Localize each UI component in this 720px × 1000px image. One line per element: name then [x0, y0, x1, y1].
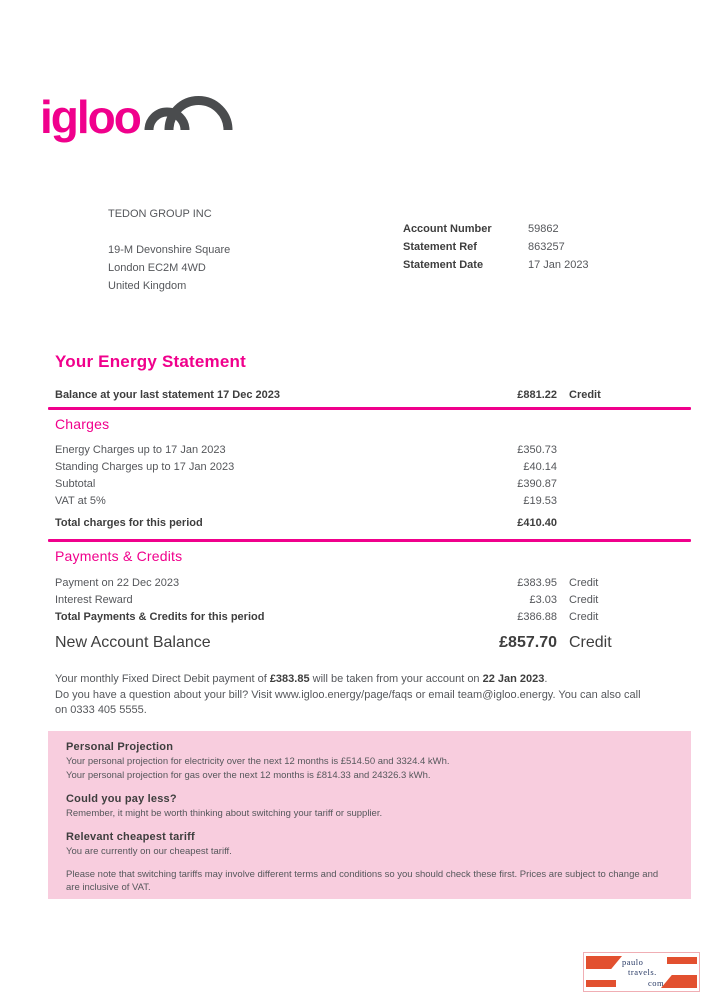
- cheapest-tariff-line: You are currently on our cheapest tariff.: [66, 846, 232, 857]
- recipient-address-line: 19-M Devonshire Square: [108, 244, 231, 256]
- new-balance-label: New Account Balance: [55, 634, 211, 651]
- divider-rule: [48, 539, 691, 542]
- total-charges-label: Total charges for this period: [55, 517, 203, 529]
- dd-text: .: [544, 673, 548, 685]
- total-charges-amount: £410.40: [517, 517, 557, 529]
- charge-label: VAT at 5%: [55, 495, 106, 507]
- charge-amount: £19.53: [523, 495, 557, 507]
- payment-row: [55, 577, 637, 589]
- payment-credit-flag: Credit: [569, 594, 599, 606]
- last-balance-credit-flag: Credit: [569, 389, 601, 401]
- charge-label: Energy Charges up to 17 Jan 2023: [55, 444, 226, 456]
- dd-text: will be taken from your account on: [309, 673, 483, 685]
- payment-label: Payment on 22 Dec 2023: [55, 577, 180, 589]
- recipient-address-block: [108, 205, 230, 295]
- charge-label: Standing Charges up to 17 Jan 2023: [55, 461, 235, 473]
- projection-electricity-line: Your personal projection for electricity over the next 12 months is £514.50 and 3324.4 kWh.: [66, 756, 450, 767]
- pay-less-line: Remember, it might be worth thinking about switching your tariff or supplier.: [66, 808, 383, 819]
- new-balance-row: [55, 634, 637, 652]
- total-payments-amount: £386.88: [517, 611, 557, 623]
- divider-rule: [48, 407, 691, 410]
- payment-credit-flag: Credit: [569, 577, 599, 589]
- charge-row: [55, 444, 637, 456]
- charge-row: [55, 461, 637, 473]
- recipient-name: TEDON GROUP INC: [108, 208, 212, 220]
- watermark-logo: [583, 952, 700, 992]
- watermark-text-line: com: [648, 978, 665, 988]
- contact-note: Do you have a question about your bill? Visit www.igloo.energy/page/faqs or email team@igloo.energy. You can also call on 0333 405 5555.: [55, 688, 641, 716]
- charge-row: [55, 478, 637, 490]
- payments-heading: Payments & Credits: [55, 548, 183, 564]
- last-balance-label: Balance at your last statement 17 Dec 2023: [55, 389, 281, 401]
- last-balance-amount: £881.22: [517, 389, 557, 401]
- watermark-text-line: paulo: [622, 957, 644, 967]
- igloo-arch-icon: [144, 84, 233, 131]
- payment-amount: £383.95: [517, 577, 557, 589]
- charge-amount: £40.14: [523, 461, 557, 473]
- statement-ref-label: Statement Ref: [403, 241, 477, 253]
- total-payments-label: Total Payments & Credits for this period: [55, 611, 265, 623]
- charge-amount: £350.73: [517, 444, 557, 456]
- cheapest-tariff-title: Relevant cheapest tariff: [66, 831, 195, 843]
- statement-date-label: Statement Date: [403, 259, 484, 271]
- pay-less-title: Could you pay less?: [66, 793, 177, 805]
- igloo-logo: [40, 84, 233, 143]
- recipient-address-line: London EC2M 4WD: [108, 262, 206, 274]
- watermark-text-line: travels.: [628, 967, 657, 977]
- total-charges-row: [55, 517, 637, 529]
- dd-date: 22 Jan 2023: [482, 673, 545, 685]
- direct-debit-note: [55, 672, 655, 719]
- last-balance-row: [55, 389, 637, 401]
- page-title: Your Energy Statement: [55, 352, 246, 371]
- charge-row: [55, 495, 637, 507]
- watermark-text: [584, 953, 699, 991]
- projection-gas-line: Your personal projection for gas over the next 12 months is £814.33 and 24326.3 kWh.: [66, 770, 431, 781]
- dd-amount: £383.85: [269, 673, 310, 685]
- payment-row: [55, 594, 637, 606]
- total-payments-row: [55, 611, 637, 623]
- total-payments-credit-flag: Credit: [569, 611, 599, 623]
- dd-text: Your monthly Fixed Direct Debit payment of: [55, 673, 270, 685]
- tariff-disclaimer: Please note that switching tariffs may involve different terms and conditions so you should check these first. Prices are subject to change and are inclusive of VAT.: [66, 869, 659, 893]
- new-balance-amount: £857.70: [499, 634, 557, 651]
- charges-heading: Charges: [55, 416, 110, 432]
- recipient-address-line: United Kingdom: [108, 280, 187, 292]
- statement-ref-value: 863257: [528, 241, 565, 253]
- statement-date-value: 17 Jan 2023: [528, 259, 589, 271]
- charge-amount: £390.87: [517, 478, 557, 490]
- payment-amount: £3.03: [529, 594, 557, 606]
- new-balance-credit-flag: Credit: [569, 634, 612, 651]
- personal-projection-title: Personal Projection: [66, 741, 174, 753]
- account-number-value: 59862: [528, 223, 559, 235]
- personal-projection-box: [48, 731, 691, 899]
- igloo-logo-text: igloo: [40, 91, 140, 143]
- account-info-block: [403, 220, 589, 274]
- charge-label: Subtotal: [55, 478, 96, 490]
- account-number-label: Account Number: [403, 223, 492, 235]
- payment-label: Interest Reward: [55, 594, 133, 606]
